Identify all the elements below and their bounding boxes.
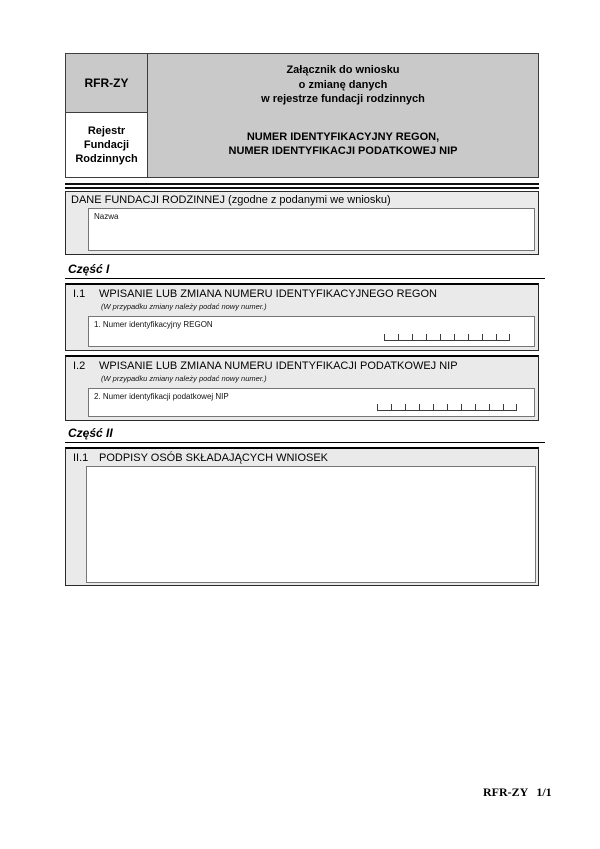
form-header-left-column: [66, 54, 148, 177]
register-name-line: Rodzinnych: [75, 153, 138, 165]
section-i2-header: [66, 357, 538, 372]
nazwa-field[interactable]: [88, 208, 535, 251]
page-footer: [483, 785, 552, 800]
nazwa-field-label: Nazwa: [94, 212, 119, 221]
digit-cell[interactable]: [433, 404, 447, 411]
register-name-line: Rejestr: [87, 125, 126, 137]
digit-cell[interactable]: [489, 404, 503, 411]
section-i2-number: I.2: [73, 360, 86, 372]
form-subject: [148, 130, 538, 159]
section-dane-fundacji: [65, 191, 539, 255]
digit-cell[interactable]: [461, 404, 475, 411]
digit-cell[interactable]: [447, 404, 461, 411]
section-i1: [65, 283, 539, 351]
regon-field-label: 1. Numer identyfikacyjny REGON: [94, 320, 213, 329]
section-i2: [65, 355, 539, 421]
form-subject-line: NUMER IDENTYFIKACYJNY REGON,: [246, 130, 440, 143]
section-i1-note: (W przypadku zmiany należy podać nowy numer.): [101, 302, 267, 311]
part1-heading: Część I: [65, 262, 545, 279]
form-title-line: Załącznik do wniosku: [286, 64, 400, 76]
regon-field[interactable]: [88, 316, 535, 347]
form-header: [65, 53, 539, 178]
form-header-right-cell: [148, 54, 538, 177]
regon-digit-comb[interactable]: [384, 334, 510, 341]
digit-cell[interactable]: [454, 334, 468, 341]
part2-heading: Część II: [65, 426, 545, 443]
digit-cell[interactable]: [384, 334, 398, 341]
footer-form-code: RFR-ZY: [483, 785, 529, 799]
section-i1-header: [66, 285, 538, 300]
section-i1-number: I.1: [73, 288, 86, 300]
section-ii1: [65, 447, 539, 586]
double-divider: [65, 183, 539, 189]
digit-cell[interactable]: [377, 404, 391, 411]
digit-cell[interactable]: [398, 334, 412, 341]
form-title: [148, 63, 538, 107]
digit-cell[interactable]: [475, 404, 489, 411]
digit-cell[interactable]: [419, 404, 433, 411]
section-i2-title: WPISANIE LUB ZMIANA NUMERU IDENTYFIKACJI PODATKOWEJ NIP: [99, 360, 458, 372]
form-code: RFR-ZY: [66, 54, 147, 113]
form-title-line: o zmianę danych: [298, 78, 388, 91]
register-name-line: Fundacji: [83, 139, 130, 151]
digit-cell[interactable]: [468, 334, 482, 341]
nip-field[interactable]: [88, 388, 535, 417]
digit-cell[interactable]: [503, 404, 517, 411]
digit-cell[interactable]: [496, 334, 510, 341]
form-title-line: w rejestrze fundacji rodzinnych: [261, 93, 425, 105]
section-i1-title: WPISANIE LUB ZMIANA NUMERU IDENTYFIKACYJNEGO REGON: [99, 288, 437, 300]
digit-cell[interactable]: [391, 404, 405, 411]
digit-cell[interactable]: [440, 334, 454, 341]
section-ii1-title: PODPISY OSÓB SKŁADAJĄCYCH WNIOSEK: [99, 452, 329, 464]
form-subject-line: NUMER IDENTYFIKACJI PODATKOWEJ NIP: [228, 145, 458, 157]
digit-cell[interactable]: [412, 334, 426, 341]
nip-field-label: 2. Numer identyfikacji podatkowej NIP: [94, 392, 229, 401]
digit-cell[interactable]: [405, 404, 419, 411]
nip-digit-comb[interactable]: [377, 404, 517, 411]
register-name: [66, 113, 147, 177]
signatures-field[interactable]: [86, 466, 536, 583]
section-dane-title: DANE FUNDACJI RODZINNEJ (zgodne z podanymi we wniosku): [71, 194, 391, 206]
section-ii1-number: II.1: [73, 452, 89, 464]
section-ii1-header: [66, 449, 538, 464]
section-i2-note: (W przypadku zmiany należy podać nowy numer.): [101, 374, 267, 383]
footer-page-number: 1/1: [536, 785, 552, 799]
digit-cell[interactable]: [482, 334, 496, 341]
digit-cell[interactable]: [426, 334, 440, 341]
